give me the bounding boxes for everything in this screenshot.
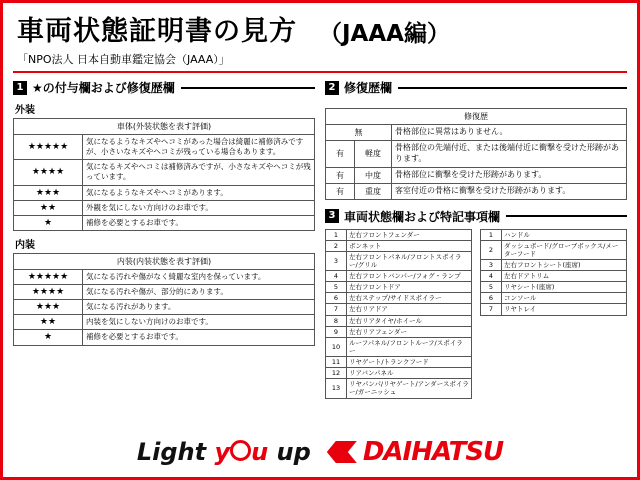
daihatsu-wordmark: DAIHATSU bbox=[362, 437, 504, 467]
part-number: 1 bbox=[326, 229, 347, 240]
part-number: 2 bbox=[326, 240, 347, 251]
repair-mark: 無 bbox=[326, 125, 392, 141]
part-name: リヤゲート/トランクフード bbox=[347, 357, 472, 368]
you-text: y u bbox=[214, 438, 269, 466]
table-row bbox=[326, 315, 472, 326]
part-name: リヤトレイ bbox=[502, 304, 627, 315]
table-row bbox=[326, 368, 472, 379]
table-row bbox=[326, 240, 472, 251]
exterior-table-header: 車体(外装状態を表す評価) bbox=[14, 119, 315, 135]
rating-description: 気になる汚れがあります。 bbox=[83, 300, 315, 315]
rating-stars: ★★ bbox=[14, 315, 83, 330]
part-name: ルーフパネル/フロントルーフ/スポイラー bbox=[347, 337, 472, 356]
table-row bbox=[481, 271, 627, 282]
table-row bbox=[14, 285, 315, 300]
table-row bbox=[14, 215, 315, 230]
section1-title: ★の付与欄および修復歴欄 bbox=[32, 81, 175, 95]
interior-group-label: 内装 bbox=[15, 239, 35, 251]
part-number: 8 bbox=[326, 315, 347, 326]
part-number: 5 bbox=[481, 282, 502, 293]
repair-mark: 有 bbox=[326, 141, 355, 168]
table-row bbox=[481, 293, 627, 304]
table-row bbox=[14, 315, 315, 330]
exterior-table bbox=[13, 118, 315, 231]
rating-stars: ★★★★ bbox=[14, 285, 83, 300]
table-row bbox=[481, 229, 627, 240]
table-row bbox=[14, 135, 315, 160]
up-text: up bbox=[276, 438, 311, 466]
section3-number: 3 bbox=[325, 209, 339, 223]
repair-mark: 有 bbox=[326, 167, 355, 183]
rating-description: 外観を気にしない方向けのお車です。 bbox=[83, 200, 315, 215]
table-row bbox=[326, 167, 627, 183]
table-row bbox=[481, 282, 627, 293]
part-name: 左右フロントパネル/フロントスポイラー/グリル bbox=[347, 251, 472, 270]
rating-description: 内装を気にしない方向けのお車です。 bbox=[83, 315, 315, 330]
section1-number: 1 bbox=[13, 81, 27, 95]
part-name: ダッシュボード/グローブボックス/メーターフード bbox=[502, 240, 627, 259]
rating-stars: ★★★★★ bbox=[14, 269, 83, 284]
part-number: 10 bbox=[326, 337, 347, 356]
table-row bbox=[326, 271, 472, 282]
part-name: 左右リアドア bbox=[347, 304, 472, 315]
exterior-parts-table bbox=[325, 229, 472, 399]
table-row bbox=[326, 125, 627, 141]
repair-description: 骨格部位に異常はありません。 bbox=[392, 125, 627, 141]
table-row bbox=[326, 357, 472, 368]
repair-level: 重度 bbox=[355, 183, 392, 199]
part-name: 左右フロントバンパー/フォグ・ランプ bbox=[347, 271, 472, 282]
interior-parts-table bbox=[480, 229, 627, 316]
table-row bbox=[326, 304, 472, 315]
repair-description: 骨格部位に衝撃を受けた形跡があります。 bbox=[392, 167, 627, 183]
table-row bbox=[326, 326, 472, 337]
table-row bbox=[14, 200, 315, 215]
part-name: 左右フロントドア bbox=[347, 282, 472, 293]
repair-level: 軽度 bbox=[355, 141, 392, 168]
table-row bbox=[14, 119, 315, 135]
part-name: 左右フロントシート(座席) bbox=[502, 259, 627, 270]
interior-table bbox=[13, 253, 315, 346]
part-name: 左右リアタイヤ/ホイール bbox=[347, 315, 472, 326]
repair-description: 骨格部位の先端付近、または後端付近に衝撃を受けた形跡があります。 bbox=[392, 141, 627, 168]
part-number: 3 bbox=[326, 251, 347, 270]
part-name: ハンドル bbox=[502, 229, 627, 240]
daihatsu-mark-icon bbox=[327, 441, 357, 463]
table-row bbox=[481, 259, 627, 270]
right-column bbox=[325, 79, 627, 399]
section3-title: 車両状態欄および特記事項欄 bbox=[344, 209, 501, 224]
part-number: 7 bbox=[326, 304, 347, 315]
light-you-up-logo bbox=[137, 438, 311, 466]
part-name: 左右ドアトリム bbox=[502, 271, 627, 282]
part-number: 4 bbox=[481, 271, 502, 282]
repair-description: 客室付近の骨格に衝撃を受けた形跡があります。 bbox=[392, 183, 627, 199]
part-name: リヤパンパ/リヤゲート/アンダースポイラー/ガーニッシュ bbox=[347, 379, 472, 398]
repair-level: 中度 bbox=[355, 167, 392, 183]
repair-history-table bbox=[325, 108, 627, 200]
interior-table-header: 内装(内装状態を表す評価) bbox=[14, 253, 315, 269]
exterior-group-label: 外装 bbox=[15, 105, 35, 116]
footer bbox=[3, 427, 637, 477]
part-number: 12 bbox=[326, 368, 347, 379]
rating-stars: ★ bbox=[14, 330, 83, 345]
rating-stars: ★★ bbox=[14, 200, 83, 215]
part-name: 左右フロントフェンダー bbox=[347, 229, 472, 240]
rating-description: 気になるようなキズやヘコミがあった場合は綺麗に補修済みですが、小さいなキズやヘコミが残っている場合もあります。 bbox=[83, 135, 315, 160]
table-row bbox=[481, 304, 627, 315]
page-title: 車両状態証明書の見方 bbox=[17, 16, 297, 47]
section1-header bbox=[13, 79, 315, 96]
part-number: 5 bbox=[326, 282, 347, 293]
part-name: ボンネット bbox=[347, 240, 472, 251]
table-row bbox=[14, 300, 315, 315]
section2-rule bbox=[398, 87, 627, 89]
part-number: 3 bbox=[481, 259, 502, 270]
table-row bbox=[326, 109, 627, 125]
part-name: 左右ステップ/サイドスポイラー bbox=[347, 293, 472, 304]
part-number: 6 bbox=[326, 293, 347, 304]
rating-stars: ★ bbox=[14, 215, 83, 230]
part-number: 9 bbox=[326, 326, 347, 337]
circle-o-icon bbox=[230, 440, 251, 461]
light-text: Light bbox=[136, 438, 207, 466]
table-row bbox=[326, 337, 472, 356]
daihatsu-logo bbox=[327, 437, 503, 467]
part-number: 11 bbox=[326, 357, 347, 368]
part-name: リアバンパネル bbox=[347, 368, 472, 379]
repair-table-header: 修復歴 bbox=[326, 109, 627, 125]
table-row bbox=[326, 282, 472, 293]
table-row bbox=[326, 379, 472, 398]
table-row bbox=[326, 183, 627, 199]
rating-stars: ★★★ bbox=[14, 300, 83, 315]
part-number: 1 bbox=[481, 229, 502, 240]
table-row bbox=[14, 269, 315, 284]
page-subtitle: 「NPO法人 日本自動車鑑定協会（JAAA）」 bbox=[17, 53, 230, 66]
rating-description: 補修を必要とするお車です。 bbox=[83, 215, 315, 230]
part-number: 7 bbox=[481, 304, 502, 315]
rating-stars: ★★★★ bbox=[14, 160, 83, 185]
table-row bbox=[326, 229, 472, 240]
rating-description: 補修を必要とするお車です。 bbox=[83, 330, 315, 345]
part-number: 4 bbox=[326, 271, 347, 282]
part-name: コンソール bbox=[502, 293, 627, 304]
left-column bbox=[13, 79, 315, 399]
table-row bbox=[326, 251, 472, 270]
section3-rule bbox=[506, 215, 627, 217]
rating-description: 気になる汚れや傷が、部分的にあります。 bbox=[83, 285, 315, 300]
rating-stars: ★★★★★ bbox=[14, 135, 83, 160]
table-row bbox=[14, 185, 315, 200]
part-name: 左右リアフェンダー bbox=[347, 326, 472, 337]
table-row bbox=[326, 141, 627, 168]
section2-header bbox=[325, 79, 627, 96]
table-row bbox=[481, 240, 627, 259]
table-row bbox=[14, 160, 315, 185]
section2-title: 修復歴欄 bbox=[344, 81, 393, 95]
rating-stars: ★★★ bbox=[14, 185, 83, 200]
rating-description: 気になるようなキズやヘコミがあります。 bbox=[83, 185, 315, 200]
parts-tables bbox=[325, 229, 627, 399]
table-row bbox=[14, 330, 315, 345]
repair-mark: 有 bbox=[326, 183, 355, 199]
page-title-suffix: （JAAA編） bbox=[319, 21, 450, 47]
title-row bbox=[3, 3, 637, 48]
rating-description: 気になるキズやヘコミは補修済みですが、小さなキズやヘコミが残っています。 bbox=[83, 160, 315, 185]
section1-rule bbox=[181, 87, 315, 89]
rating-description: 気になる汚れや傷がなく綺麗な室内を保っています。 bbox=[83, 269, 315, 284]
section2-number: 2 bbox=[325, 81, 339, 95]
part-number: 6 bbox=[481, 293, 502, 304]
table-row bbox=[14, 253, 315, 269]
part-number: 2 bbox=[481, 240, 502, 259]
section3-header bbox=[325, 208, 627, 225]
part-name: リヤシート(座席) bbox=[502, 282, 627, 293]
part-number: 13 bbox=[326, 379, 347, 398]
table-row bbox=[326, 293, 472, 304]
content-columns bbox=[3, 73, 637, 399]
